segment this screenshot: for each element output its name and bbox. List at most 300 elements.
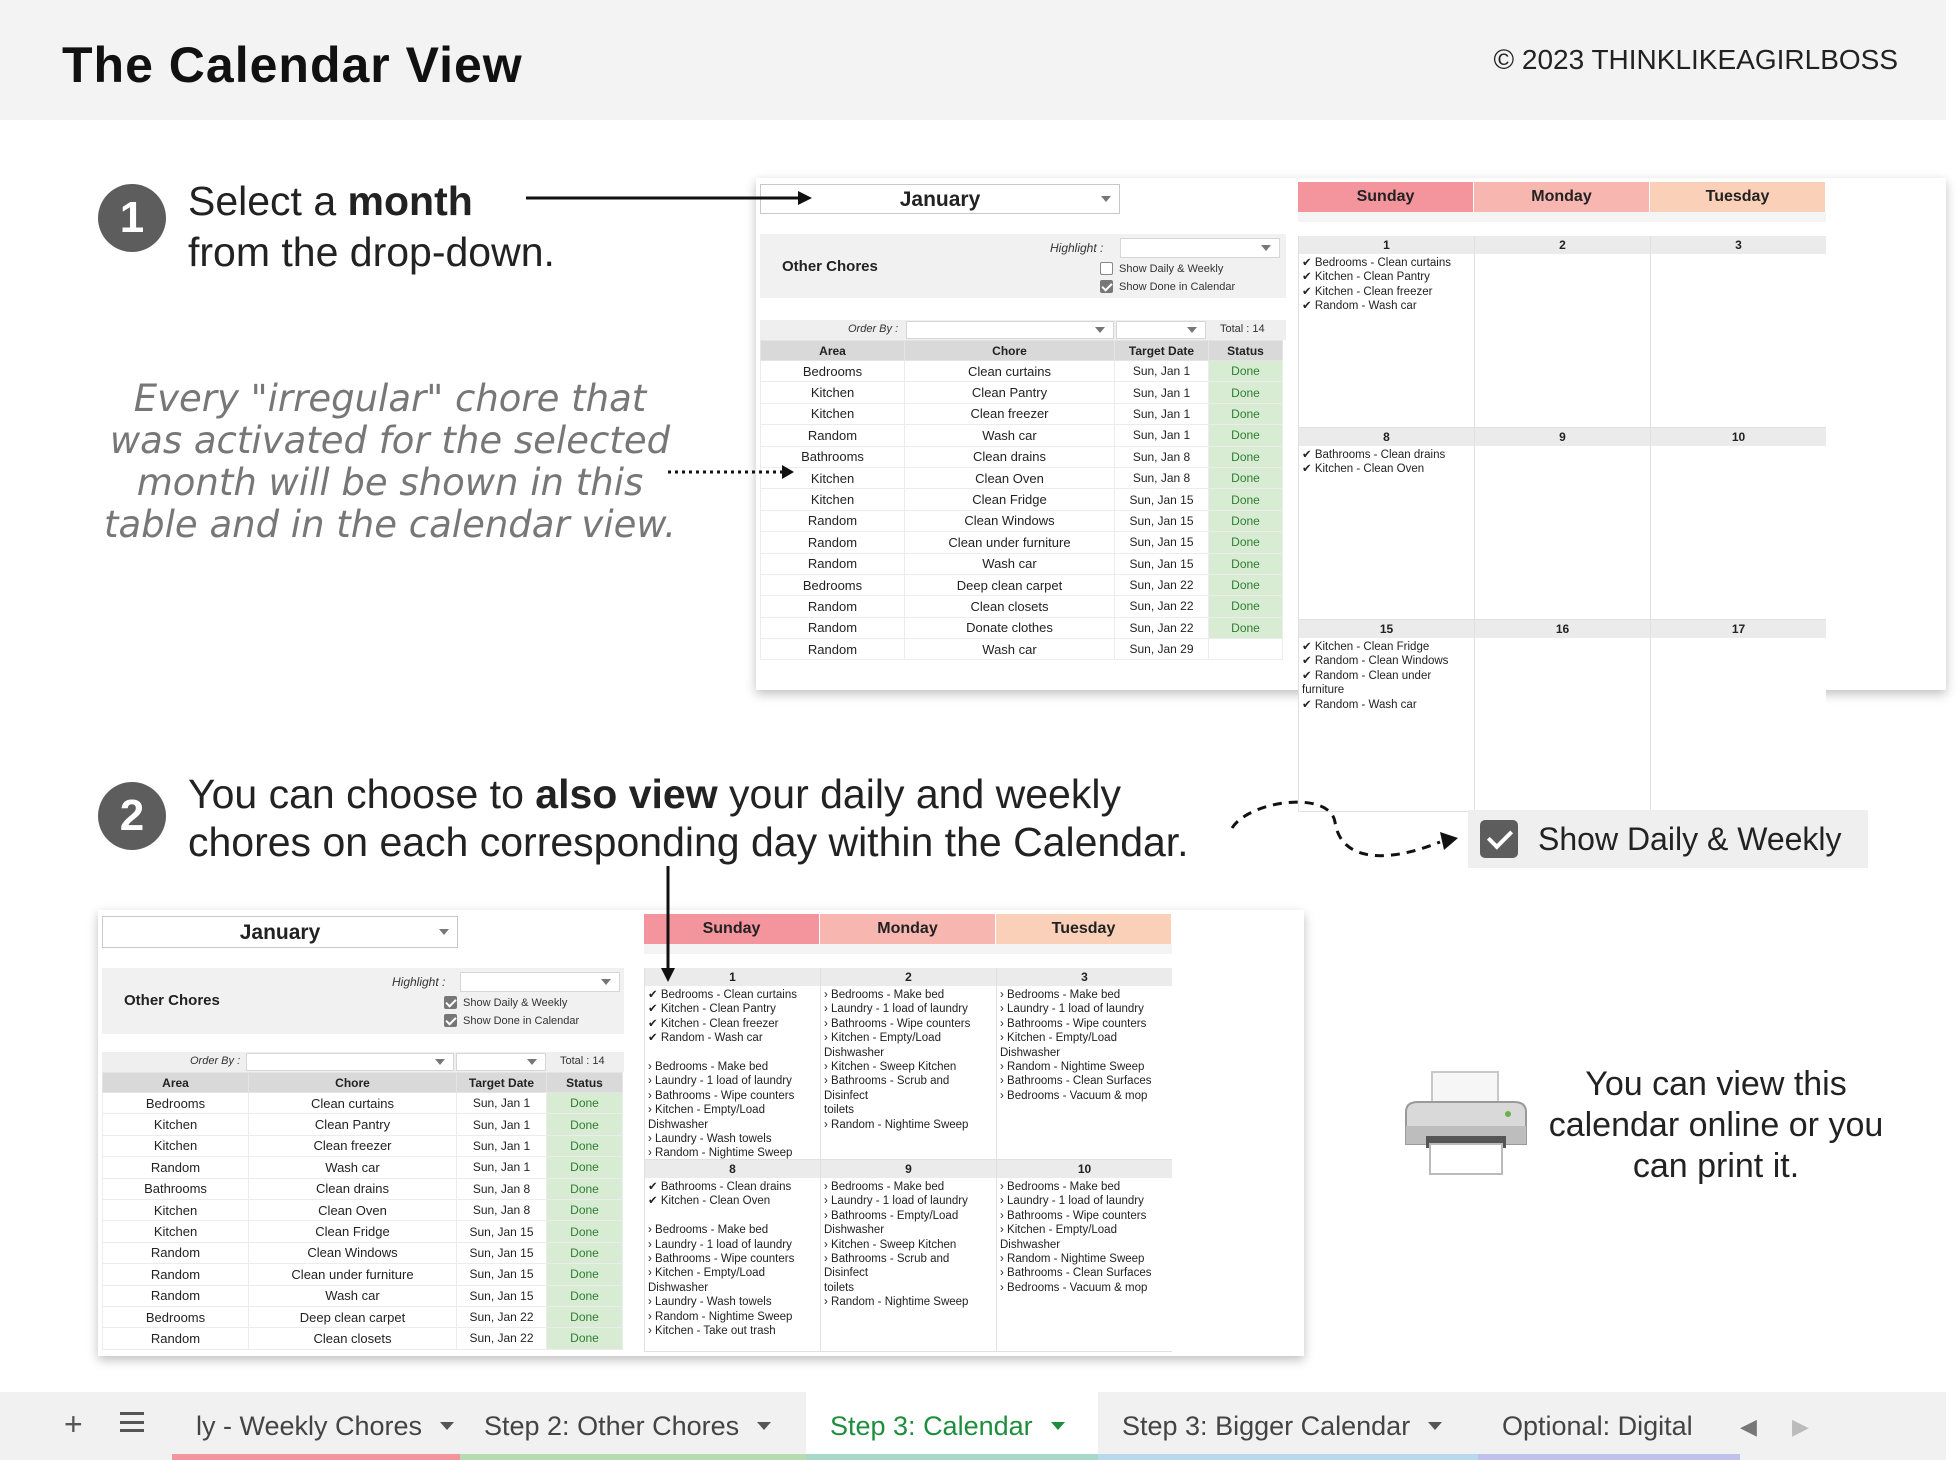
area-cell[interactable]: Kitchen — [761, 382, 905, 403]
page-title: The Calendar View — [62, 37, 523, 93]
calendar-chore-item: ✔ Kitchen - Clean Fridge — [1302, 641, 1430, 653]
calendar-chore-item: › Bedrooms - Make bed — [1000, 989, 1121, 1001]
column-header: Status — [1209, 341, 1283, 361]
chevron-down-icon — [1261, 245, 1271, 251]
area-cell[interactable]: Random — [761, 617, 905, 638]
calendar-chore-item: ✔ Kitchen - Clean freezer — [1302, 285, 1433, 298]
chore-cell[interactable]: Clean drains — [249, 1178, 457, 1199]
show-daily-weekly-badge — [1468, 810, 1868, 868]
calendar-chore-item: › Bathrooms - Wipe counters — [1000, 1209, 1147, 1222]
calendar-view — [1298, 178, 1958, 711]
calendar-day-cell[interactable] — [1298, 620, 1474, 812]
day-number: 1 — [645, 968, 820, 986]
highlight-dropdown[interactable] — [1120, 238, 1280, 258]
status-cell[interactable]: Done — [1209, 489, 1283, 510]
step-1-text — [188, 176, 555, 278]
chore-cell[interactable]: Clean Oven — [249, 1199, 457, 1220]
day-header-tuesday: Tuesday — [996, 914, 1171, 944]
chore-cell[interactable]: Clean Fridge — [249, 1221, 457, 1242]
calendar-chore-item: › Bedrooms - Vacuum & mop — [1000, 1281, 1148, 1294]
order-by-dropdown[interactable] — [906, 321, 1114, 339]
sheet-tab-label: Optional: Digital — [1502, 1410, 1693, 1441]
day-number: 8 — [645, 1160, 820, 1178]
table-row — [761, 382, 1283, 403]
area-cell[interactable]: Random — [103, 1328, 249, 1349]
sheet-screenshot-top — [756, 178, 1946, 711]
area-cell[interactable]: Bedrooms — [103, 1093, 249, 1114]
column-header: Target Date — [457, 1073, 547, 1093]
chore-cell[interactable]: Wash car — [249, 1157, 457, 1178]
calendar-chore-item: Dishwasher — [824, 1046, 885, 1059]
print-note: You can view this calendar online or you can print it. — [1548, 1065, 1884, 1185]
sheet-tab-label: Step 3: Calendar — [830, 1410, 1033, 1441]
calendar-chore-item: Dishwasher — [648, 1281, 709, 1294]
table-row — [103, 1157, 623, 1178]
status-cell[interactable]: Done — [547, 1114, 623, 1135]
checkbox-checked-icon — [1480, 820, 1518, 858]
month-dropdown[interactable] — [102, 916, 458, 948]
target-date-cell[interactable]: Sun, Jan 22 — [457, 1328, 547, 1349]
calendar-chore-item: › Laundry - Wash towels — [648, 1133, 772, 1146]
table-row — [761, 532, 1283, 553]
target-date-cell[interactable]: Sun, Jan 1 — [457, 1093, 547, 1114]
other-chores-panel — [102, 968, 624, 1034]
calendar-chore-item: toilets — [824, 1281, 855, 1294]
other-chores-panel — [760, 234, 1286, 298]
chevron-down-icon[interactable] — [1428, 1422, 1442, 1430]
area-cell[interactable]: Random — [761, 425, 905, 446]
calendar-chore-item: › Laundry - Wash towels — [648, 1296, 772, 1309]
area-cell[interactable]: Random — [761, 596, 905, 617]
calendar-day-cell[interactable] — [1298, 236, 1474, 428]
chores-table — [760, 340, 1283, 660]
chore-cell[interactable]: Clean closets — [249, 1328, 457, 1349]
calendar-chore-item: toilets — [824, 1104, 855, 1117]
target-date-cell[interactable]: Sun, Jan 1 — [1115, 361, 1209, 382]
chevron-down-icon — [1101, 196, 1111, 202]
status-cell[interactable]: Done — [1209, 617, 1283, 638]
calendar-chore-item: Dishwasher — [1000, 1238, 1061, 1251]
chevron-down-icon[interactable] — [757, 1422, 771, 1430]
sheet-screenshot-bottom — [98, 910, 1304, 1356]
area-cell[interactable]: Bedrooms — [761, 574, 905, 595]
status-cell[interactable]: Done — [547, 1157, 623, 1178]
show-daily-weekly-checkbox[interactable] — [444, 996, 567, 1009]
table-row — [761, 510, 1283, 531]
status-cell[interactable]: Done — [1209, 553, 1283, 574]
area-cell[interactable]: Random — [103, 1285, 249, 1306]
tab-color-strip — [460, 1454, 806, 1460]
area-cell[interactable]: Bedrooms — [103, 1306, 249, 1327]
calendar-chore-item: › Bedrooms - Make bed — [824, 989, 945, 1001]
calendar-chore-item: › Bathrooms - Clean Surfaces — [1000, 1075, 1152, 1088]
step-1-pre: Select a — [188, 178, 348, 224]
area-cell[interactable]: Random — [761, 510, 905, 531]
chore-cell[interactable]: Clean curtains — [905, 361, 1115, 382]
calendar-chore-item: › Kitchen - Empty/Load — [1000, 1032, 1117, 1045]
day-number: 3 — [997, 968, 1172, 986]
total-count: Total : 14 — [1220, 323, 1265, 335]
day-number: 2 — [1475, 236, 1650, 254]
calendar-chore-item: › Random - Nightime Sweep — [1000, 1253, 1145, 1266]
status-cell[interactable]: Done — [547, 1242, 623, 1263]
status-cell[interactable]: Done — [547, 1093, 623, 1114]
sheet-tab[interactable] — [806, 1392, 1098, 1460]
status-cell[interactable]: Done — [1209, 425, 1283, 446]
calendar-chore-item: › Bedrooms - Make bed — [648, 1224, 769, 1237]
chore-cell[interactable]: Clean Windows — [905, 510, 1115, 531]
checkbox-checked-icon — [1100, 280, 1113, 293]
month-value: January — [239, 921, 321, 944]
order-by-dropdown[interactable] — [246, 1053, 454, 1071]
day-header-sunday: Sunday — [1298, 182, 1473, 212]
show-done-label: Show Done in Calendar — [463, 1014, 580, 1027]
chore-cell[interactable]: Clean under furniture — [249, 1264, 457, 1285]
target-date-cell[interactable]: Sun, Jan 8 — [457, 1178, 547, 1199]
target-date-cell[interactable]: Sun, Jan 15 — [1115, 532, 1209, 553]
table-row — [761, 446, 1283, 467]
chore-cell[interactable]: Clean Pantry — [905, 382, 1115, 403]
calendar-chore-item: › Bathrooms - Wipe counters — [1000, 1017, 1147, 1030]
step-1-bold: month — [347, 178, 473, 224]
calendar-chore-item — [648, 1046, 817, 1060]
scroll-right-icon[interactable]: ▶ — [1792, 1414, 1809, 1439]
table-row — [103, 1306, 623, 1327]
calendar-chore-item: Dishwasher — [824, 1224, 885, 1237]
calendar-chore-item: ✔ Bedrooms - Clean curtains — [648, 989, 797, 1001]
add-sheet-icon[interactable]: + — [64, 1406, 83, 1442]
calendar-chore-item: ✔ Random - Wash car — [648, 1032, 763, 1045]
calendar-day-cell[interactable] — [996, 1160, 1172, 1352]
area-cell[interactable]: Random — [103, 1264, 249, 1285]
table-row — [761, 596, 1283, 617]
calendar-chore-item: › Bedrooms - Make bed — [648, 1061, 769, 1074]
table-row — [103, 1199, 623, 1220]
show-daily-weekly-checkbox[interactable] — [1100, 262, 1223, 275]
show-daily-weekly-label: Show Daily & Weekly — [463, 996, 568, 1009]
calendar-chore-item: › Bedrooms - Make bed — [824, 1181, 945, 1193]
status-cell[interactable] — [1209, 639, 1283, 660]
sheet-tab[interactable] — [1098, 1392, 1478, 1460]
calendar-spacer — [1298, 212, 1826, 222]
column-header: Area — [761, 341, 905, 361]
target-date-cell[interactable]: Sun, Jan 8 — [1115, 467, 1209, 488]
status-cell[interactable]: Done — [1209, 446, 1283, 467]
sheet-tab-label: Step 3: Bigger Calendar — [1122, 1410, 1411, 1441]
status-cell[interactable]: Done — [1209, 361, 1283, 382]
other-chores-label: Other Chores — [782, 258, 878, 275]
step-2-pre: You can choose to — [188, 771, 536, 817]
target-date-cell[interactable]: Sun, Jan 15 — [457, 1242, 547, 1263]
calendar-chore-item: ✔ Random - Wash car — [1302, 300, 1417, 313]
calendar-chore-item: ✔ Kitchen - Clean Oven — [1302, 463, 1425, 476]
status-cell[interactable]: Done — [1209, 467, 1283, 488]
target-date-cell[interactable]: Sun, Jan 1 — [1115, 382, 1209, 403]
chevron-down-icon[interactable] — [1051, 1422, 1065, 1430]
table-row — [103, 1285, 623, 1306]
calendar-chore-item: › Random - Nightime Sweep — [648, 1147, 793, 1160]
area-cell[interactable]: Bathrooms — [761, 446, 905, 467]
status-cell[interactable]: Done — [1209, 596, 1283, 617]
step-1-post: from the drop-down. — [188, 229, 555, 275]
calendar-chore-item: › Random - Nightime Sweep — [824, 1296, 969, 1309]
area-cell[interactable]: Kitchen — [103, 1135, 249, 1156]
day-number: 10 — [1651, 428, 1826, 446]
calendar-day-cell[interactable] — [1650, 428, 1826, 620]
table-row — [761, 639, 1283, 660]
table-row — [103, 1221, 623, 1242]
calendar-chore-item: ✔ Bedrooms - Clean curtains — [1302, 257, 1451, 269]
chore-cell[interactable]: Wash car — [905, 639, 1115, 660]
tab-color-strip — [172, 1454, 460, 1460]
table-row — [103, 1114, 623, 1135]
chevron-down-icon — [1187, 327, 1197, 333]
target-date-cell[interactable]: Sun, Jan 8 — [1115, 446, 1209, 467]
target-date-cell[interactable]: Sun, Jan 29 — [1115, 639, 1209, 660]
calendar-day-cell[interactable] — [1474, 620, 1650, 812]
area-cell[interactable]: Random — [761, 553, 905, 574]
scroll-left-icon[interactable]: ◀ — [1740, 1414, 1757, 1439]
target-date-cell[interactable]: Sun, Jan 22 — [1115, 574, 1209, 595]
arrow-head-icon — [1440, 832, 1458, 850]
status-cell[interactable]: Done — [547, 1178, 623, 1199]
area-cell[interactable]: Random — [103, 1157, 249, 1178]
calendar-chore-item: ✔ Kitchen - Clean Oven — [648, 1195, 771, 1208]
target-date-cell[interactable]: Sun, Jan 1 — [1115, 403, 1209, 424]
order-direction-dropdown[interactable] — [1116, 321, 1206, 339]
tab-color-strip — [1478, 1454, 1740, 1460]
calendar-day-cell[interactable] — [1474, 428, 1650, 620]
chore-cell[interactable]: Wash car — [905, 425, 1115, 446]
sheet-tab[interactable] — [172, 1392, 460, 1460]
target-date-cell[interactable]: Sun, Jan 1 — [457, 1135, 547, 1156]
status-cell[interactable]: Done — [547, 1285, 623, 1306]
table-row — [103, 1242, 623, 1263]
highlight-dropdown[interactable] — [460, 972, 620, 992]
order-direction-dropdown[interactable] — [456, 1053, 546, 1071]
other-chores-label: Other Chores — [124, 992, 220, 1009]
header-bar — [0, 0, 1946, 120]
area-cell[interactable]: Kitchen — [761, 403, 905, 424]
target-date-cell[interactable]: Sun, Jan 15 — [1115, 489, 1209, 510]
calendar-chore-item: ✔ Kitchen - Clean freezer — [648, 1017, 779, 1030]
table-row — [761, 489, 1283, 510]
calendar-chore-item: › Laundry - 1 load of laundry — [824, 1195, 968, 1208]
status-cell[interactable]: Done — [547, 1328, 623, 1349]
calendar-chore-item: ✔ Kitchen - Clean Pantry — [1302, 271, 1430, 284]
target-date-cell[interactable]: Sun, Jan 22 — [1115, 617, 1209, 638]
column-header: Area — [103, 1073, 249, 1093]
target-date-cell[interactable]: Sun, Jan 15 — [457, 1221, 547, 1242]
status-cell[interactable]: Done — [1209, 532, 1283, 553]
copyright: © 2023 THINKLIKEAGIRLBOSS — [1493, 44, 1898, 75]
chore-cell[interactable]: Donate clothes — [905, 617, 1115, 638]
table-row — [761, 425, 1283, 446]
calendar-chore-item: Dishwasher — [1000, 1046, 1061, 1059]
calendar-chore-item: › Kitchen - Empty/Load — [648, 1267, 765, 1280]
all-sheets-menu-icon[interactable] — [120, 1412, 144, 1432]
status-cell[interactable]: Done — [547, 1264, 623, 1285]
target-date-cell[interactable]: Sun, Jan 15 — [1115, 553, 1209, 574]
month-dropdown[interactable] — [760, 184, 1120, 214]
status-cell[interactable]: Done — [1209, 403, 1283, 424]
sheet-tab-bar — [0, 1392, 1946, 1460]
calendar-chore-item: ✔ Kitchen - Clean Pantry — [648, 1003, 776, 1016]
target-date-cell[interactable]: Sun, Jan 1 — [1115, 425, 1209, 446]
chevron-down-icon — [439, 929, 449, 935]
area-cell[interactable]: Kitchen — [761, 467, 905, 488]
target-date-cell[interactable]: Sun, Jan 15 — [457, 1285, 547, 1306]
target-date-cell[interactable]: Sun, Jan 1 — [457, 1114, 547, 1135]
target-date-cell[interactable]: Sun, Jan 1 — [457, 1157, 547, 1178]
calendar-view — [644, 910, 1304, 1356]
status-cell[interactable]: Done — [1209, 382, 1283, 403]
show-done-checkbox[interactable] — [1100, 280, 1235, 293]
calendar-chore-item: › Bathrooms - Scrub and Disinfect — [824, 1075, 953, 1102]
calendar-chore-item: › Kitchen - Empty/Load — [648, 1104, 765, 1117]
status-cell[interactable]: Done — [1209, 574, 1283, 595]
calendar-day-cell[interactable] — [1650, 620, 1826, 812]
chore-cell[interactable]: Clean Pantry — [249, 1114, 457, 1135]
area-cell[interactable]: Bedrooms — [761, 361, 905, 382]
show-daily-weekly-label: Show Daily & Weekly — [1119, 262, 1224, 275]
sheet-tab-label: Step 2: Other Chores — [484, 1410, 740, 1441]
checkbox-icon — [1100, 262, 1113, 275]
chore-cell[interactable]: Wash car — [905, 553, 1115, 574]
calendar-chore-item: › Laundry - 1 load of laundry — [1000, 1003, 1144, 1016]
chores-table — [102, 1072, 623, 1350]
day-number: 9 — [1475, 428, 1650, 446]
printer-icon — [1396, 1070, 1536, 1180]
checkbox-checked-icon — [444, 996, 457, 1009]
checkbox-checked-icon — [444, 1014, 457, 1027]
irregular-chores-note: Every "irregular" chore that was activated for the selected month will be shown in this table and in the calendar view. — [103, 377, 677, 546]
chore-cell[interactable]: Clean drains — [905, 446, 1115, 467]
table-row — [761, 361, 1283, 382]
step-2-text — [188, 770, 1189, 866]
chores-table-container — [760, 320, 1286, 690]
table-row — [761, 574, 1283, 595]
sheet-tab-label: ly - Weekly Chores — [196, 1410, 423, 1441]
calendar-day-cell[interactable] — [1474, 236, 1650, 428]
area-cell[interactable]: Random — [103, 1242, 249, 1263]
area-cell[interactable]: Random — [761, 639, 905, 660]
show-daily-weekly-badge-label: Show Daily & Weekly — [1538, 820, 1842, 857]
step-2-badge: 2 — [98, 782, 166, 850]
calendar-chore-item: › Random - Nightime Sweep — [824, 1118, 969, 1131]
target-date-cell[interactable]: Sun, Jan 15 — [1115, 510, 1209, 531]
order-by-label: Order By : — [190, 1055, 241, 1067]
chevron-down-icon — [527, 1059, 537, 1065]
step-2-bold: also view — [535, 771, 718, 817]
calendar-chore-item: ✔ Bathrooms - Clean drains — [1302, 449, 1446, 461]
calendar-chore-item: › Laundry - 1 load of laundry — [1000, 1195, 1144, 1208]
status-cell[interactable]: Done — [547, 1221, 623, 1242]
day-number: 17 — [1651, 620, 1826, 638]
calendar-chore-item: › Laundry - 1 load of laundry — [648, 1075, 792, 1088]
column-header: Target Date — [1115, 341, 1209, 361]
total-count: Total : 14 — [560, 1055, 605, 1067]
target-date-cell[interactable]: Sun, Jan 22 — [1115, 596, 1209, 617]
area-cell[interactable]: Bathrooms — [103, 1178, 249, 1199]
chore-cell[interactable]: Clean Windows — [249, 1242, 457, 1263]
calendar-chore-item: › Kitchen - Take out trash — [648, 1325, 776, 1338]
sheet-tab[interactable] — [1478, 1392, 1740, 1460]
table-row — [761, 553, 1283, 574]
tab-color-strip — [1098, 1454, 1478, 1460]
chore-cell[interactable]: Deep clean carpet — [249, 1306, 457, 1327]
calendar-chore-item: › Bathrooms - Scrub and Disinfect — [824, 1253, 953, 1280]
table-row — [103, 1093, 623, 1114]
target-date-cell[interactable]: Sun, Jan 22 — [457, 1306, 547, 1327]
chore-cell[interactable]: Clean Fridge — [905, 489, 1115, 510]
calendar-chore-item: › Random - Nightime Sweep — [648, 1310, 793, 1323]
day-number: 15 — [1299, 620, 1474, 638]
area-cell[interactable]: Kitchen — [761, 489, 905, 510]
calendar-day-cell[interactable] — [644, 1160, 820, 1352]
calendar-day-cell[interactable] — [1298, 428, 1474, 620]
calendar-day-cell[interactable] — [1650, 236, 1826, 428]
day-number: 9 — [821, 1160, 996, 1178]
chore-cell[interactable]: Clean Oven — [905, 467, 1115, 488]
chevron-down-icon[interactable] — [440, 1422, 454, 1430]
chore-cell[interactable]: Clean under furniture — [905, 532, 1115, 553]
target-date-cell[interactable]: Sun, Jan 8 — [457, 1199, 547, 1220]
show-done-checkbox[interactable] — [444, 1014, 579, 1027]
calendar-chore-item: › Laundry - 1 load of laundry — [648, 1238, 792, 1251]
calendar-chore-item: › Laundry - 1 load of laundry — [824, 1003, 968, 1016]
calendar-chore-item: › Bedrooms - Make bed — [1000, 1181, 1121, 1193]
chore-cell[interactable]: Clean freezer — [249, 1135, 457, 1156]
table-row — [103, 1328, 623, 1349]
chore-cell[interactable]: Clean freezer — [905, 403, 1115, 424]
chore-cell[interactable]: Wash car — [249, 1285, 457, 1306]
calendar-day-cell[interactable] — [820, 968, 996, 1160]
chevron-down-icon — [601, 979, 611, 985]
chore-cell[interactable]: Clean curtains — [249, 1093, 457, 1114]
area-cell[interactable]: Kitchen — [103, 1199, 249, 1220]
sheet-tab[interactable] — [460, 1392, 806, 1460]
calendar-chore-item: › Bedrooms - Vacuum & mop — [1000, 1089, 1148, 1102]
column-header: Status — [547, 1073, 623, 1093]
calendar-chore-item — [648, 1209, 817, 1223]
area-cell[interactable]: Random — [761, 532, 905, 553]
highlight-label: Highlight : — [392, 975, 446, 989]
day-number: 8 — [1299, 428, 1474, 446]
calendar-chore-item: ✔ Random - Clean Windows — [1302, 655, 1449, 668]
chevron-down-icon — [1095, 327, 1105, 333]
area-cell[interactable]: Kitchen — [103, 1221, 249, 1242]
calendar-chore-item: › Bathrooms - Wipe counters — [648, 1253, 795, 1266]
show-done-label: Show Done in Calendar — [1119, 280, 1236, 293]
chore-cell[interactable]: Deep clean carpet — [905, 574, 1115, 595]
calendar-day-cell[interactable] — [996, 968, 1172, 1160]
status-cell[interactable]: Done — [547, 1199, 623, 1220]
day-header-monday: Monday — [820, 914, 995, 944]
calendar-day-cell[interactable] — [820, 1160, 996, 1352]
area-cell[interactable]: Kitchen — [103, 1114, 249, 1135]
status-cell[interactable]: Done — [547, 1135, 623, 1156]
target-date-cell[interactable]: Sun, Jan 15 — [457, 1264, 547, 1285]
calendar-day-cell[interactable] — [644, 968, 820, 1160]
status-cell[interactable]: Done — [547, 1306, 623, 1327]
calendar-chore-item: ✔ Random - Wash car — [1302, 698, 1417, 711]
calendar-chore-item: › Kitchen - Sweep Kitchen — [824, 1238, 957, 1251]
day-number: 3 — [1651, 236, 1826, 254]
chore-cell[interactable]: Clean closets — [905, 596, 1115, 617]
table-row — [761, 467, 1283, 488]
status-cell[interactable]: Done — [1209, 510, 1283, 531]
